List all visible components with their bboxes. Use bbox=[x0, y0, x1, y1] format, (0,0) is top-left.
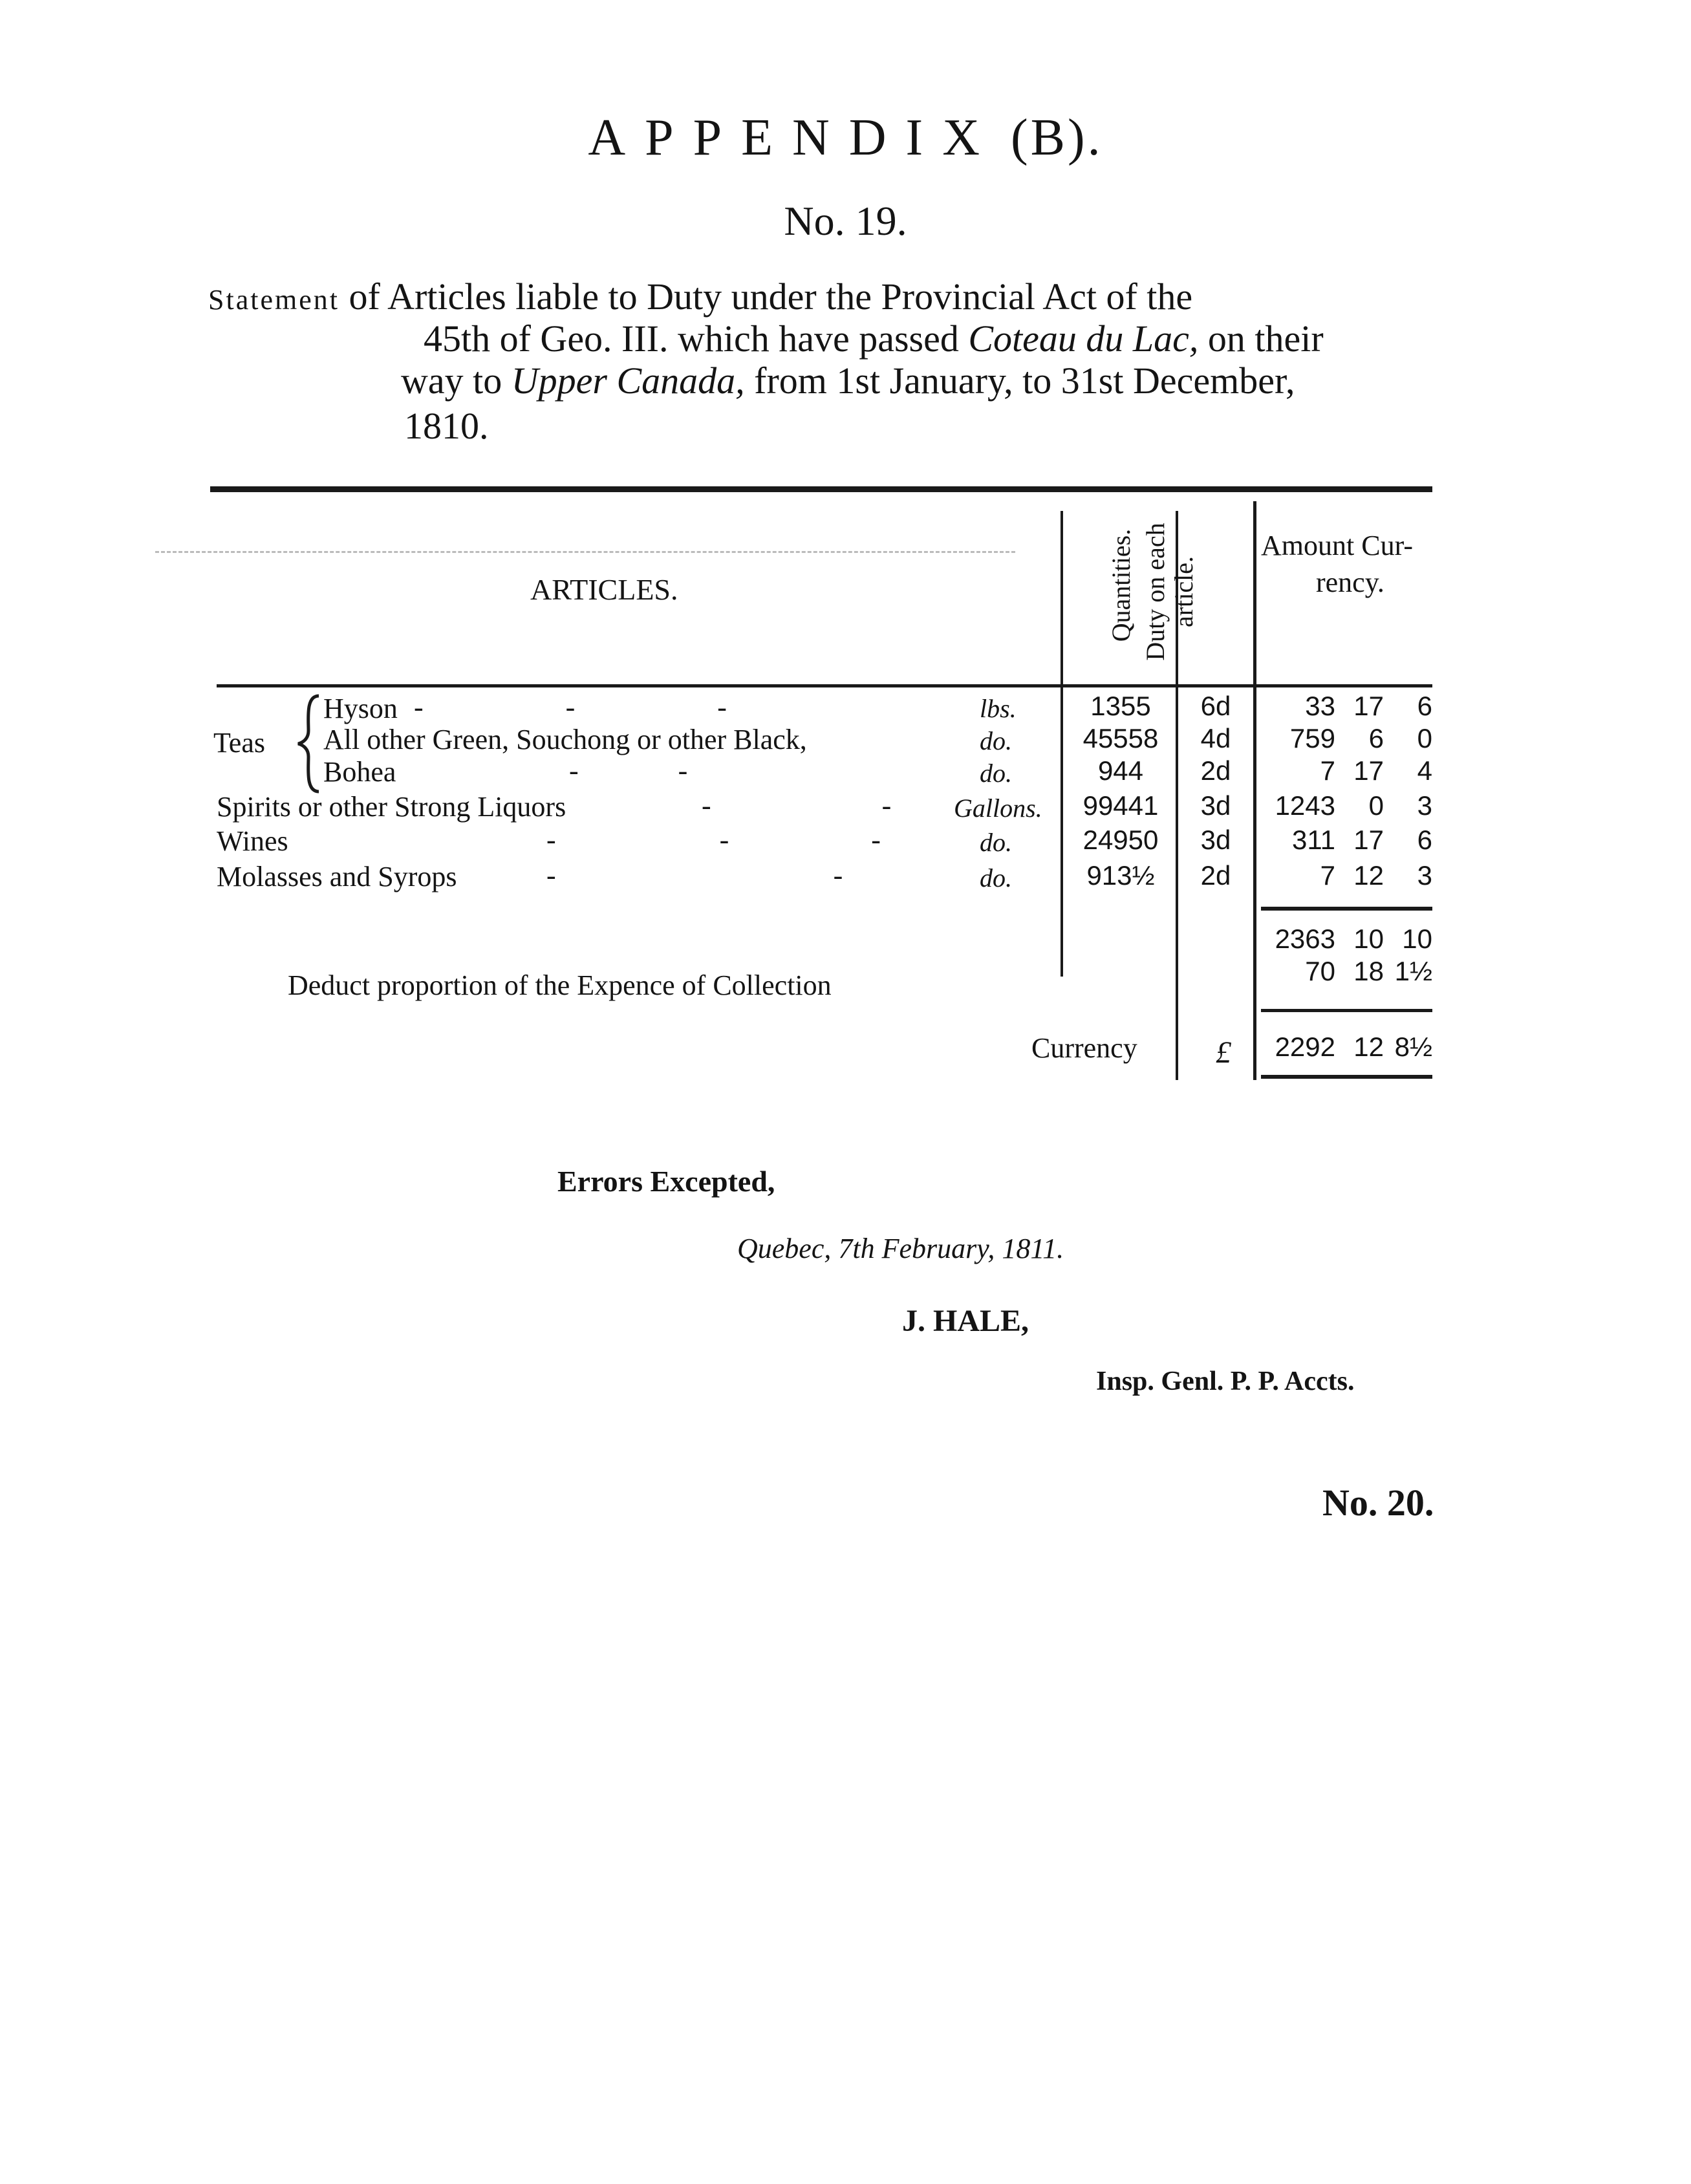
article-molasses: Molasses and Syrops bbox=[217, 861, 457, 892]
place-date: Quebec, 7th February, 1811. bbox=[737, 1233, 1064, 1264]
header-duty: Duty on each article. bbox=[1141, 523, 1198, 661]
statement-text-2c: on their bbox=[1207, 318, 1324, 360]
leader-dashes: - - bbox=[702, 790, 892, 821]
place-upper-canada: Upper Canada, bbox=[511, 360, 745, 402]
appendix-letter: (B). bbox=[1010, 109, 1103, 166]
leader-dashes: - - - bbox=[414, 691, 727, 723]
column-rule-quantities bbox=[1061, 511, 1063, 977]
article-other-green: All other Green, Souchong or other Black, bbox=[323, 724, 807, 755]
next-document-number: No. 20. bbox=[1322, 1482, 1434, 1524]
shillings-other-green: 6 bbox=[1368, 723, 1384, 753]
total-pounds: 2292 bbox=[1275, 1032, 1335, 1062]
quantity-hyson: 1355 bbox=[1090, 691, 1151, 721]
deduct-pence: 1½ bbox=[1394, 956, 1432, 986]
quantity-other-green: 45558 bbox=[1082, 723, 1159, 753]
duty-other-green: 4d bbox=[1200, 723, 1231, 753]
article-wines: Wines bbox=[217, 825, 288, 857]
header-amount-1: Amount Cur- bbox=[1261, 530, 1413, 561]
pence-hyson: 6 bbox=[1417, 691, 1432, 721]
pounds-spirits: 1243 bbox=[1275, 790, 1335, 821]
pence-bohea: 4 bbox=[1417, 755, 1432, 786]
pounds-molasses: 7 bbox=[1320, 860, 1335, 891]
article-bohea: Bohea bbox=[323, 756, 396, 788]
duty-wines: 3d bbox=[1200, 825, 1231, 855]
subtotal-pounds: 2363 bbox=[1275, 924, 1335, 954]
quantity-wines: 24950 bbox=[1082, 825, 1159, 855]
unit-bohea: do. bbox=[980, 759, 1012, 788]
unit-other-green: do. bbox=[980, 726, 1012, 755]
deduct-shillings: 18 bbox=[1353, 956, 1384, 986]
duty-hyson: 6d bbox=[1200, 691, 1231, 721]
pound-symbol: £ bbox=[1216, 1035, 1231, 1070]
unit-wines: do. bbox=[980, 828, 1012, 857]
pence-molasses: 3 bbox=[1417, 860, 1432, 891]
article-hyson: Hyson bbox=[323, 693, 398, 724]
teas-label: Teas bbox=[213, 727, 265, 759]
duty-molasses: 2d bbox=[1200, 860, 1231, 891]
pence-other-green: 0 bbox=[1417, 723, 1432, 753]
duty-bohea: 2d bbox=[1200, 755, 1231, 786]
statement-line-1 bbox=[208, 275, 1192, 318]
deduct-label: Deduct proportion of the Expence of Collection bbox=[288, 969, 832, 1001]
quantity-bohea: 944 bbox=[1097, 755, 1144, 786]
total-shillings: 12 bbox=[1353, 1032, 1384, 1062]
header-bottom-rule bbox=[217, 684, 1432, 687]
statement-line-2 bbox=[424, 317, 1324, 360]
pounds-bohea: 7 bbox=[1320, 755, 1335, 786]
statement-text-2a: 45th of Geo. III. which have passed bbox=[424, 318, 959, 360]
signature: J. HALE, bbox=[902, 1304, 1029, 1338]
statement-lead: Statement bbox=[208, 284, 339, 316]
appendix-title bbox=[0, 109, 1691, 168]
article-spirits: Spirits or other Strong Liquors bbox=[217, 791, 566, 823]
total-pence: 8½ bbox=[1394, 1032, 1432, 1062]
shillings-molasses: 12 bbox=[1353, 860, 1384, 891]
leader-dashes: - - - bbox=[546, 824, 881, 856]
statement-text-3a: way to bbox=[401, 360, 502, 402]
faint-dotted-line bbox=[155, 551, 1015, 553]
leader-dashes: - - bbox=[569, 755, 688, 786]
pence-wines: 6 bbox=[1417, 825, 1432, 855]
appendix-word: APPENDIX bbox=[588, 109, 999, 166]
pounds-other-green: 759 bbox=[1289, 723, 1335, 753]
signatory-title: Insp. Genl. P. P. Accts. bbox=[1096, 1367, 1355, 1396]
unit-hyson: lbs. bbox=[980, 694, 1017, 723]
table-top-rule bbox=[210, 486, 1432, 492]
total-rule bbox=[1261, 1009, 1432, 1012]
statement-line-3 bbox=[401, 359, 1295, 402]
leader-dashes: - - bbox=[546, 860, 843, 891]
pounds-wines: 311 bbox=[1292, 825, 1335, 855]
subtotal-shillings: 10 bbox=[1353, 924, 1384, 954]
quantity-spirits: 99441 bbox=[1082, 790, 1159, 821]
unit-spirits: Gallons. bbox=[954, 794, 1042, 823]
header-articles: ARTICLES. bbox=[530, 573, 678, 606]
header-amount-2: rency. bbox=[1316, 567, 1384, 598]
errors-excepted: Errors Excepted, bbox=[557, 1165, 775, 1198]
pence-spirits: 3 bbox=[1417, 790, 1432, 821]
shillings-spirits: 0 bbox=[1368, 790, 1384, 821]
duty-spirits: 3d bbox=[1200, 790, 1231, 821]
statement-year: 1810. bbox=[404, 405, 489, 447]
teas-brace bbox=[294, 692, 323, 795]
shillings-bohea: 17 bbox=[1353, 755, 1384, 786]
column-rule-amount bbox=[1253, 501, 1256, 1080]
unit-molasses: do. bbox=[980, 863, 1012, 892]
place-coteau-du-lac: Coteau du Lac, bbox=[968, 318, 1199, 360]
shillings-wines: 17 bbox=[1353, 825, 1384, 855]
subtotal-rule bbox=[1261, 907, 1432, 911]
quantity-molasses: 913½ bbox=[1086, 860, 1155, 891]
shillings-hyson: 17 bbox=[1353, 691, 1384, 721]
document-number: No. 19. bbox=[784, 198, 907, 244]
header-quantities: Quantities. bbox=[1106, 528, 1136, 642]
total-double-rule bbox=[1261, 1075, 1432, 1079]
subtotal-pence: 10 bbox=[1402, 924, 1432, 954]
deduct-pounds: 70 bbox=[1305, 956, 1335, 986]
pounds-hyson: 33 bbox=[1305, 691, 1335, 721]
total-label: Currency bbox=[1031, 1032, 1137, 1064]
statement-text-1: of Articles liable to Duty under the Provincial Act of the bbox=[349, 276, 1193, 318]
statement-text-3c: from 1st January, to 31st December, bbox=[754, 360, 1295, 402]
